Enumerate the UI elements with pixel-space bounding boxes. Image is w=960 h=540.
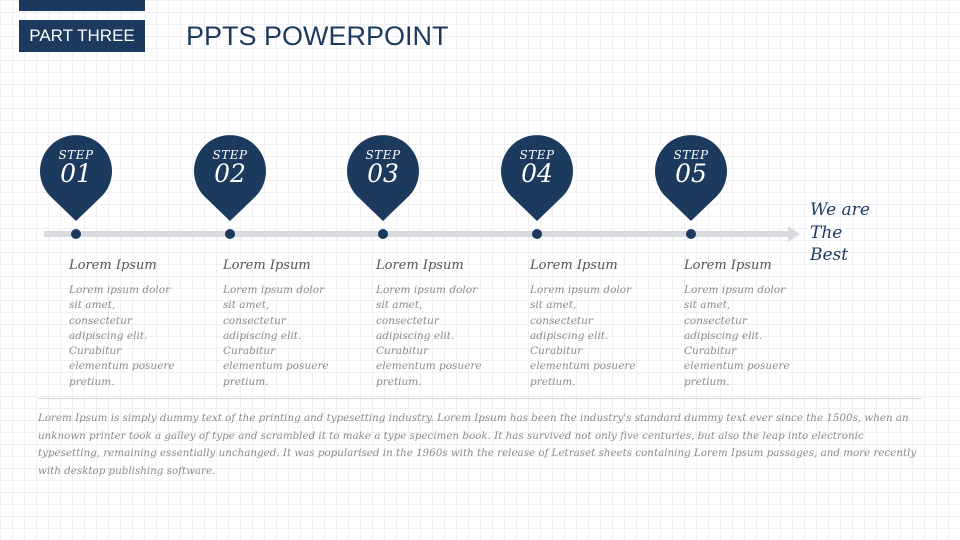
step-title: Lorem Ipsum	[223, 258, 311, 273]
footer-paragraph: Lorem Ipsum is simply dummy text of the printing and typesetting industry. Lorem Ipsum has been the industry's standard dummy text ever since the 1500s, when an unknown printer took a galley of type and scrambled it to make a type specimen book. It has survived not only five centuries, but also the leap into electronic typesetting, remaining essentially unchanged. It was popularised in the 1960s with the release of Letraset sheets containing Lorem Ipsum passages, and more recently with desktop publishing software.	[38, 412, 917, 477]
caption-line: We are	[810, 200, 870, 220]
step-label: STEP	[58, 148, 94, 162]
step-label: STEP	[365, 148, 401, 162]
step-description: Lorem ipsum dolor sit amet, consectetur adipiscing elit. Curabitur elementum posuere pretium.	[69, 284, 175, 388]
section-divider	[38, 398, 922, 399]
step-marker-pin	[40, 135, 112, 221]
step-description: Lorem ipsum dolor sit amet, consectetur adipiscing elit. Curabitur elementum posuere pretium.	[684, 284, 790, 388]
step-label: STEP	[673, 148, 709, 162]
step-title: Lorem Ipsum	[530, 258, 618, 273]
step-label: STEP	[212, 148, 248, 162]
step-title: Lorem Ipsum	[684, 258, 772, 273]
caption-line: Best	[810, 245, 849, 265]
step-number: 05	[675, 159, 707, 188]
step-number: 02	[214, 159, 246, 188]
step-marker-pin	[194, 135, 266, 221]
timeline-dot	[532, 229, 542, 239]
timeline-step-4	[501, 0, 651, 400]
timeline-end-caption	[810, 199, 900, 267]
step-marker-pin	[655, 135, 727, 221]
step-description: Lorem ipsum dolor sit amet, consectetur adipiscing elit. Curabitur elementum posuere pretium.	[530, 284, 636, 388]
timeline-dot	[378, 229, 388, 239]
timeline-step-1	[40, 0, 190, 400]
step-number: 03	[367, 159, 399, 188]
step-marker-pin	[501, 135, 573, 221]
caption-line: The	[810, 222, 843, 243]
step-number: 01	[60, 159, 92, 188]
timeline-step-5	[655, 0, 805, 400]
timeline-step-2	[194, 0, 344, 400]
step-marker-pin	[347, 135, 419, 221]
step-label: STEP	[519, 148, 555, 162]
timeline-step-3	[347, 0, 497, 400]
timeline-dot	[686, 229, 696, 239]
timeline-dot	[71, 229, 81, 239]
step-title: Lorem Ipsum	[376, 258, 464, 273]
page-title: PPTS POWERPOINT	[186, 21, 449, 51]
step-description: Lorem ipsum dolor sit amet, consectetur adipiscing elit. Curabitur elementum posuere pretium.	[223, 284, 329, 388]
step-description: Lorem ipsum dolor sit amet, consectetur adipiscing elit. Curabitur elementum posuere pretium.	[376, 284, 482, 388]
section-badge: PART THREE	[19, 20, 145, 52]
step-title: Lorem Ipsum	[69, 258, 157, 273]
timeline-dot	[225, 229, 235, 239]
step-number: 04	[521, 159, 553, 188]
